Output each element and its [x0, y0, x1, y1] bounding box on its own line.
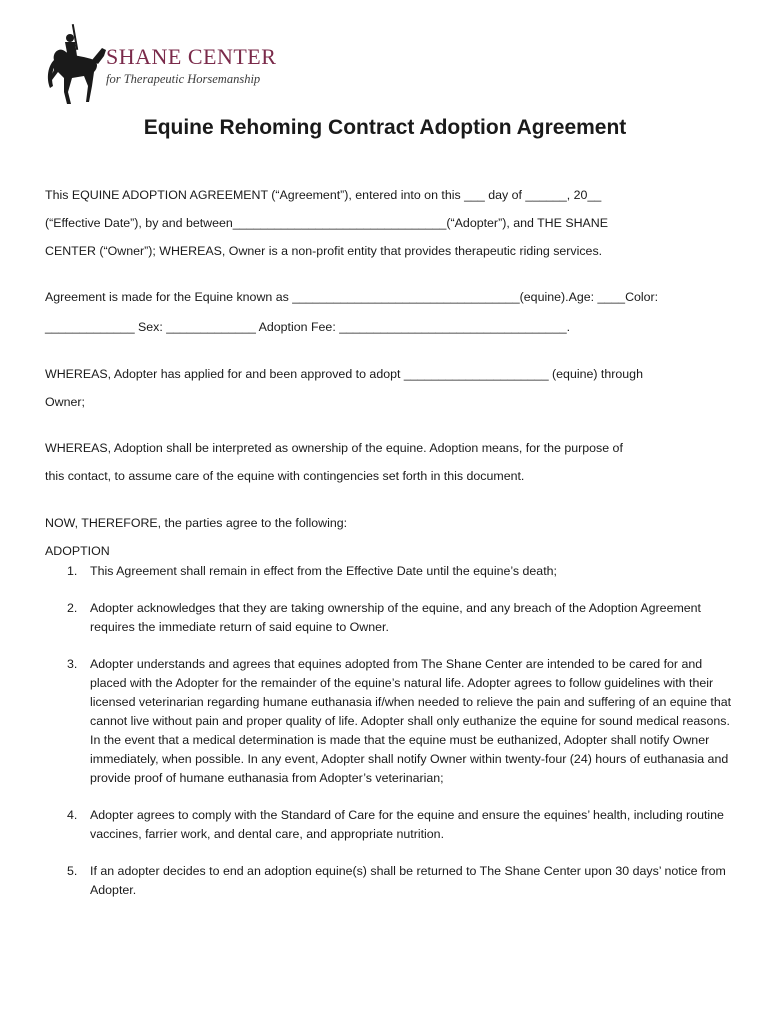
list-item-text: Adopter agrees to comply with the Standard of Care for the equine and ensure the equines’ health, including routine vaccines, farrier work, and dental care, and appropriate nutrition.: [90, 808, 724, 841]
intro-line: CENTER (“Owner”); WHEREAS, Owner is a non-profit entity that provides therapeutic riding services.: [45, 244, 603, 258]
whereas-line: Owner;: [45, 395, 85, 409]
list-item-text: This Agreement shall remain in effect from the Effective Date until the equine’s death;: [90, 564, 557, 578]
list-item: [45, 862, 735, 900]
equine-details-line: _____________ Sex: _____________ Adoption Fee: _________________________________.: [45, 320, 571, 334]
section-label: ADOPTION: [45, 544, 110, 558]
whereas-line: WHEREAS, Adoption shall be interpreted as ownership of the equine. Adoption means, for the purpose of: [45, 441, 623, 455]
whereas-line: WHEREAS, Adopter has applied for and been approved to adopt _____________________ (equine) through: [45, 367, 643, 381]
whereas-line: this contact, to assume care of the equine with contingencies set forth in this document.: [45, 469, 525, 483]
list-item: [45, 562, 735, 581]
logo: [46, 22, 277, 108]
list-item-text: Adopter acknowledges that they are taking ownership of the equine, and any breach of the Adoption Agreement requires the immediate return of said equine to Owner.: [90, 601, 702, 634]
logo-subtitle: for Therapeutic Horsemanship: [106, 72, 261, 86]
adoption-terms-list: [45, 562, 735, 918]
list-item: [45, 806, 735, 844]
list-item-text: Adopter understands and agrees that equines adopted from The Shane Center are intended to be cared for and placed with the Adopter for the remainder of the equine’s natural life. Adopter agrees to follow guidelines with their licensed veterinarian regarding humane euthanasia if/when needed to relieve the pain and suffering of an equine that cannot live without pain and proper quality of life. Adopter shall only euthanize the equine for sound medical reasons. In the event that a medical determination is made that the equine must be euthanized, Adopter shall notify Owner immediately, when possible. In any event, Adopter shall notify Owner within twenty-four (24) hours of euthanasia and provide proof of humane euthanasia from Adopter’s veterinarian;: [90, 657, 732, 785]
list-item-number: 2.: [67, 601, 78, 615]
equine-details-line: Agreement is made for the Equine known as _________________________________(equine).Age: ____Color:: [45, 290, 659, 304]
now-therefore-line: NOW, THEREFORE, the parties agree to the following:: [45, 516, 348, 530]
intro-line: This EQUINE ADOPTION AGREEMENT (“Agreement”), entered into on this ___ day of ______, 20__: [45, 188, 602, 202]
list-item-number: 5.: [67, 864, 78, 878]
list-item-number: 1.: [67, 564, 78, 578]
document-title: Equine Rehoming Contract Adoption Agreement: [143, 116, 627, 139]
list-item-number: 4.: [67, 808, 78, 822]
list-item: [45, 599, 735, 637]
list-item-text: If an adopter decides to end an adoption equine(s) shall be returned to The Shane Center upon 30 days’ notice from Adopter.: [90, 864, 726, 897]
list-item-number: 3.: [67, 657, 78, 671]
logo-title: SHANE CENTER: [106, 44, 277, 69]
list-item: [45, 655, 735, 788]
intro-line: (“Effective Date”), by and between_______________________________(“Adopter”), and THE SHANE: [45, 216, 609, 230]
